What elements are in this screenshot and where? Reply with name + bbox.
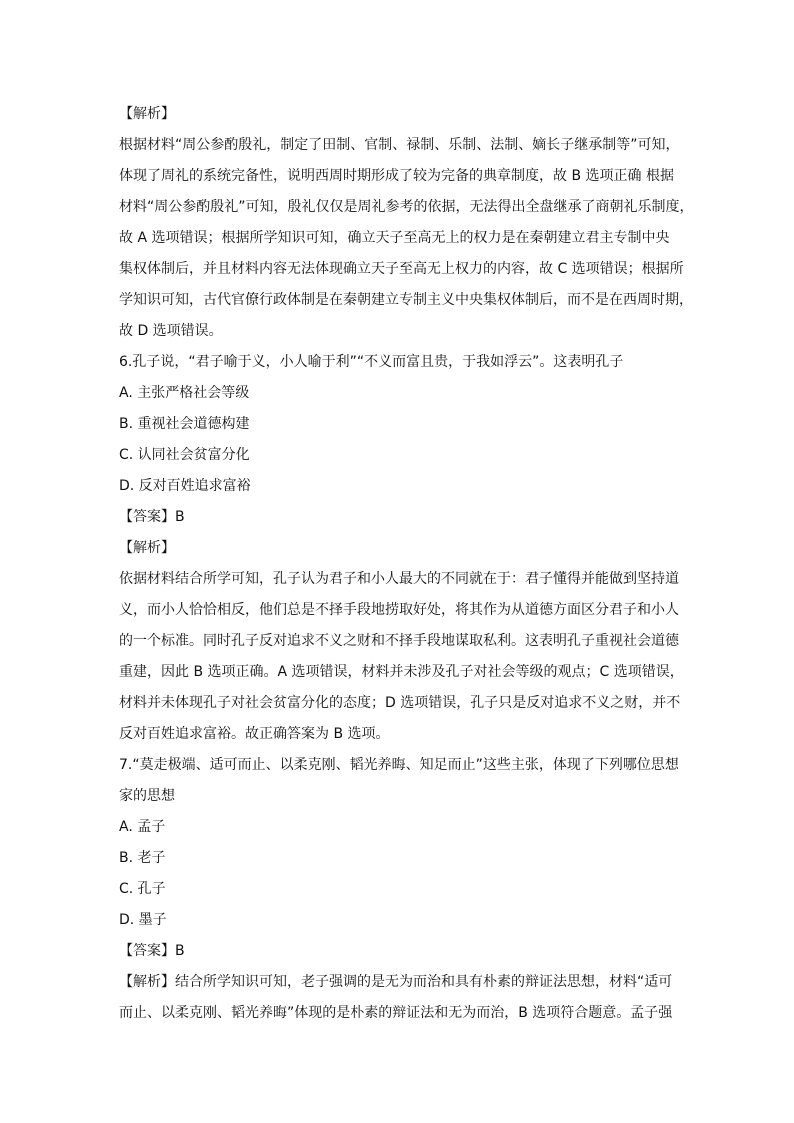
analysis-line: 反对百姓追求富裕。故正确答案为 B 选项。 — [119, 726, 390, 742]
question-7-cont: 家的思想 — [119, 788, 175, 804]
analysis-line: 重建，因此 B 选项正确。A 选项错误，材料并未涉及孔子对社会等级的观点；C 选项错误， — [119, 664, 684, 680]
option-a: A. 主张严格社会等级 — [119, 385, 250, 401]
answer-line: 【答案】B — [119, 509, 185, 525]
analysis-line: 【解析】结合所学知识可知，老子强调的是无为而治和具有朴素的辩证法思想，材料“适可 — [119, 974, 673, 990]
option-c: C. 认同社会贫富分化 — [119, 447, 250, 463]
option-b: B. 老子 — [119, 850, 166, 866]
option-d: D. 反对百姓追求富裕 — [119, 478, 251, 494]
analysis-line: 材料并未体现孔子对社会贫富分化的态度；D 选项错误，孔子只是反对追求不义之财，并不 — [119, 695, 681, 711]
question-6: 6.孔子说，“君子喻于义，小人喻于利”“不义而富且贵，于我如浮云”。这表明孔子 — [119, 354, 624, 370]
analysis-line: 义，而小人恰恰相反，他们总是不择手段地捞取好处，将其作为从道德方面区分君子和小人 — [119, 602, 679, 618]
analysis-line: 的一个标准。同时孔子反对追求不义之财和不择手段地谋取私利。这表明孔子重视社会道德 — [119, 633, 679, 649]
answer-line: 【答案】B — [119, 943, 185, 959]
analysis-line: 体现了周礼的系统完备性，说明西周时期形成了较为完备的典章制度，故 B 选项正确 根据 — [119, 168, 674, 184]
option-d: D. 墨子 — [119, 912, 167, 928]
analysis-line: 而止、以柔克刚、韬光养晦”体现的是朴素的辩证法和无为而治，B 选项符合题意。孟子强 — [119, 1005, 673, 1021]
analysis-line: 故 D 选项错误。 — [119, 323, 223, 339]
analysis-heading: 【解析】 — [119, 106, 175, 122]
option-b: B. 重视社会道德构建 — [119, 416, 250, 432]
question-7: 7.“莫走极端、适可而止、以柔克刚、韬光养晦、知足而止”这些主张，体现了下列哪位思想 — [119, 757, 679, 773]
analysis-line: 依据材料结合所学可知，孔子认为君子和小人最大的不同就在于：君子懂得并能做到坚持道 — [119, 571, 679, 587]
analysis-line: 根据材料“周公参酌殷礼，制定了田制、官制、禄制、乐制、法制、嫡长子继承制等”可知， — [119, 137, 680, 153]
option-a: A. 孟子 — [119, 819, 166, 835]
document-page — [119, 99, 694, 1029]
analysis-line: 学知识可知，古代官僚行政体制是在秦朝建立专制主义中央集权体制后，而不是在西周时期， — [119, 292, 693, 308]
option-c: C. 孔子 — [119, 881, 166, 897]
analysis-heading: 【解析】 — [119, 540, 175, 556]
analysis-line: 故 A 选项错误；根据所学知识可知，确立天子至高无上的权力是在秦朝建立君主专制中央 — [119, 230, 670, 246]
analysis-line: 材料“周公参酌殷礼”可知，殷礼仅仅是周礼参考的依据，无法得出全盘继承了商朝礼乐制度， — [119, 199, 694, 215]
analysis-line: 集权体制后，并且材料内容无法体现确立天子至高无上权力的内容，故 C 选项错误；根据所 — [119, 261, 684, 277]
